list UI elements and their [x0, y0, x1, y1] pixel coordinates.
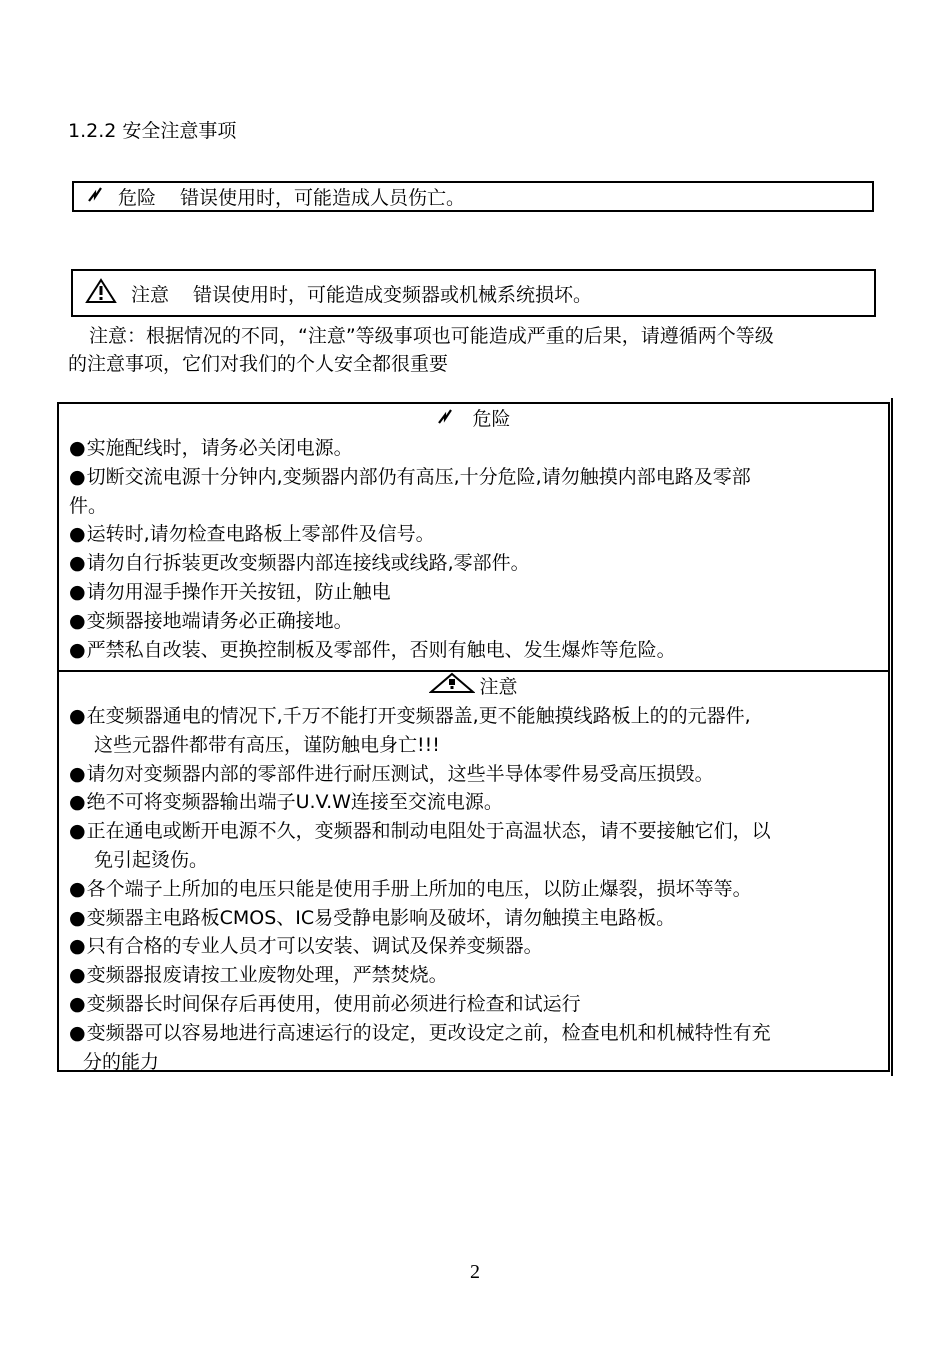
list-item [69, 520, 878, 549]
item-text: 只有合格的专业人员才可以安装、调试及保养变频器。 [86, 935, 543, 958]
danger-text: 错误使用时，可能造成人员伤亡。 [180, 187, 466, 209]
caution-section-title: 注意 [479, 676, 518, 698]
list-item [69, 961, 878, 990]
item-text: 请勿用湿手操作开关按钮，防止触电 [86, 580, 391, 603]
list-item [69, 463, 878, 492]
bullet-dot: ● [69, 437, 86, 459]
list-item-continuation: 这些元器件都带有高压，谨防触电身亡!!! [94, 733, 440, 756]
list-item [69, 904, 878, 933]
item-text: 在变频器通电的情况下,千万不能打开变频器盖,更不能触摸线路板上的的元器件, [86, 705, 751, 727]
intro-line-1: 注意：根据情况的不同，“注意”等级事项也可能造成严重的后果，请遵循两个等级 [89, 325, 774, 347]
list-item [69, 788, 878, 817]
item-text: 请勿对变频器内部的零部件进行耐压测试，这些半导体零件易受高压损毁。 [86, 762, 714, 785]
list-item [69, 875, 878, 904]
list-item [69, 817, 878, 846]
safety-table [57, 402, 890, 1072]
caution-label: 注意 [131, 283, 170, 306]
list-item [69, 636, 878, 665]
lightning-icon [436, 404, 454, 434]
item-text: 切断交流电源十分钟内,变频器内部仍有高压,十分危险,请勿触摸内部电路及零部 [86, 465, 751, 488]
list-item [69, 434, 878, 463]
danger-section-heading [59, 404, 888, 434]
bullet-dot: ● [69, 964, 86, 987]
item-text: 变频器主电路板CMOS、IC易受静电影响及破坏，请勿触摸主电路板。 [86, 906, 676, 929]
section-title: 1.2.2 安全注意事项 [68, 120, 237, 142]
bullet-dot: ● [69, 705, 86, 727]
bullet-dot: ● [69, 552, 86, 575]
item-text: 正在通电或断开电源不久，变频器和制动电阻处于高温状态，请不要接触它们，以 [86, 820, 771, 843]
intro-line-2: 的注意事项，它们对我们的个人安全都很重要 [68, 353, 449, 375]
bullet-dot: ● [69, 580, 86, 603]
item-text: 运转时,请勿检查电路板上零部件及信号。 [86, 523, 435, 546]
danger-banner [72, 181, 874, 212]
caution-text: 错误使用时，可能造成变频器或机械系统损坏。 [193, 283, 593, 306]
list-item [69, 702, 878, 731]
bullet-dot: ● [69, 1021, 86, 1044]
bullet-dot: ● [69, 465, 86, 488]
caution-section-heading [59, 672, 888, 702]
item-text: 变频器接地端请务必正确接地。 [86, 609, 353, 632]
bullet-dot: ● [69, 791, 86, 814]
list-item-continuation: 件。 [69, 494, 108, 517]
list-item [69, 578, 878, 607]
list-item [69, 549, 878, 578]
item-text: 绝不可将变频器输出端子U.V.W连接至交流电源。 [86, 791, 503, 814]
list-item [69, 990, 878, 1019]
bullet-dot: ● [69, 992, 86, 1015]
bullet-dot: ● [69, 820, 86, 843]
list-item [69, 760, 878, 789]
caution-list [59, 702, 888, 1076]
item-text: 实施配线时，请务必关闭电源。 [86, 437, 353, 459]
item-text: 变频器可以容易地进行高速运行的设定，更改设定之前，检查电机和机械特性有充 [86, 1021, 771, 1044]
item-text: 各个端子上所加的电压只能是使用手册上所加的电压，以防止爆裂，损坏等等。 [86, 877, 752, 900]
intro-paragraph [68, 322, 888, 378]
table-side-line [891, 398, 893, 1076]
warning-triangle-icon [85, 278, 117, 309]
list-item-continuation: 分的能力 [83, 1050, 160, 1073]
danger-section-title: 危险 [472, 408, 511, 430]
item-text: 请勿自行拆装更改变频器内部连接线或线路,零部件。 [86, 552, 530, 575]
bullet-dot: ● [69, 762, 86, 785]
caution-banner [71, 269, 876, 317]
caution-section [59, 672, 888, 1073]
bullet-dot: ● [69, 935, 86, 958]
item-text: 变频器长时间保存后再使用，使用前必须进行检查和试运行 [86, 992, 581, 1015]
list-item [69, 1019, 878, 1048]
page-number: 2 [470, 1261, 480, 1283]
list-item [69, 932, 878, 961]
bullet-dot: ● [69, 877, 86, 900]
danger-list [59, 434, 888, 664]
item-text: 变频器报废请按工业废物处理，严禁焚烧。 [86, 964, 448, 987]
warning-triangle-icon [429, 672, 475, 703]
danger-section [59, 404, 888, 672]
list-item [69, 607, 878, 636]
list-item-continuation: 免引起烫伤。 [94, 848, 209, 871]
item-text: 严禁私自改装、更换控制板及零部件，否则有触电、发生爆炸等危险。 [86, 638, 676, 661]
danger-label: 危险 [118, 187, 157, 209]
bullet-dot: ● [69, 906, 86, 929]
bullet-dot: ● [69, 609, 86, 632]
bullet-dot: ● [69, 638, 86, 661]
bullet-dot: ● [69, 523, 86, 546]
lightning-icon [86, 185, 104, 208]
